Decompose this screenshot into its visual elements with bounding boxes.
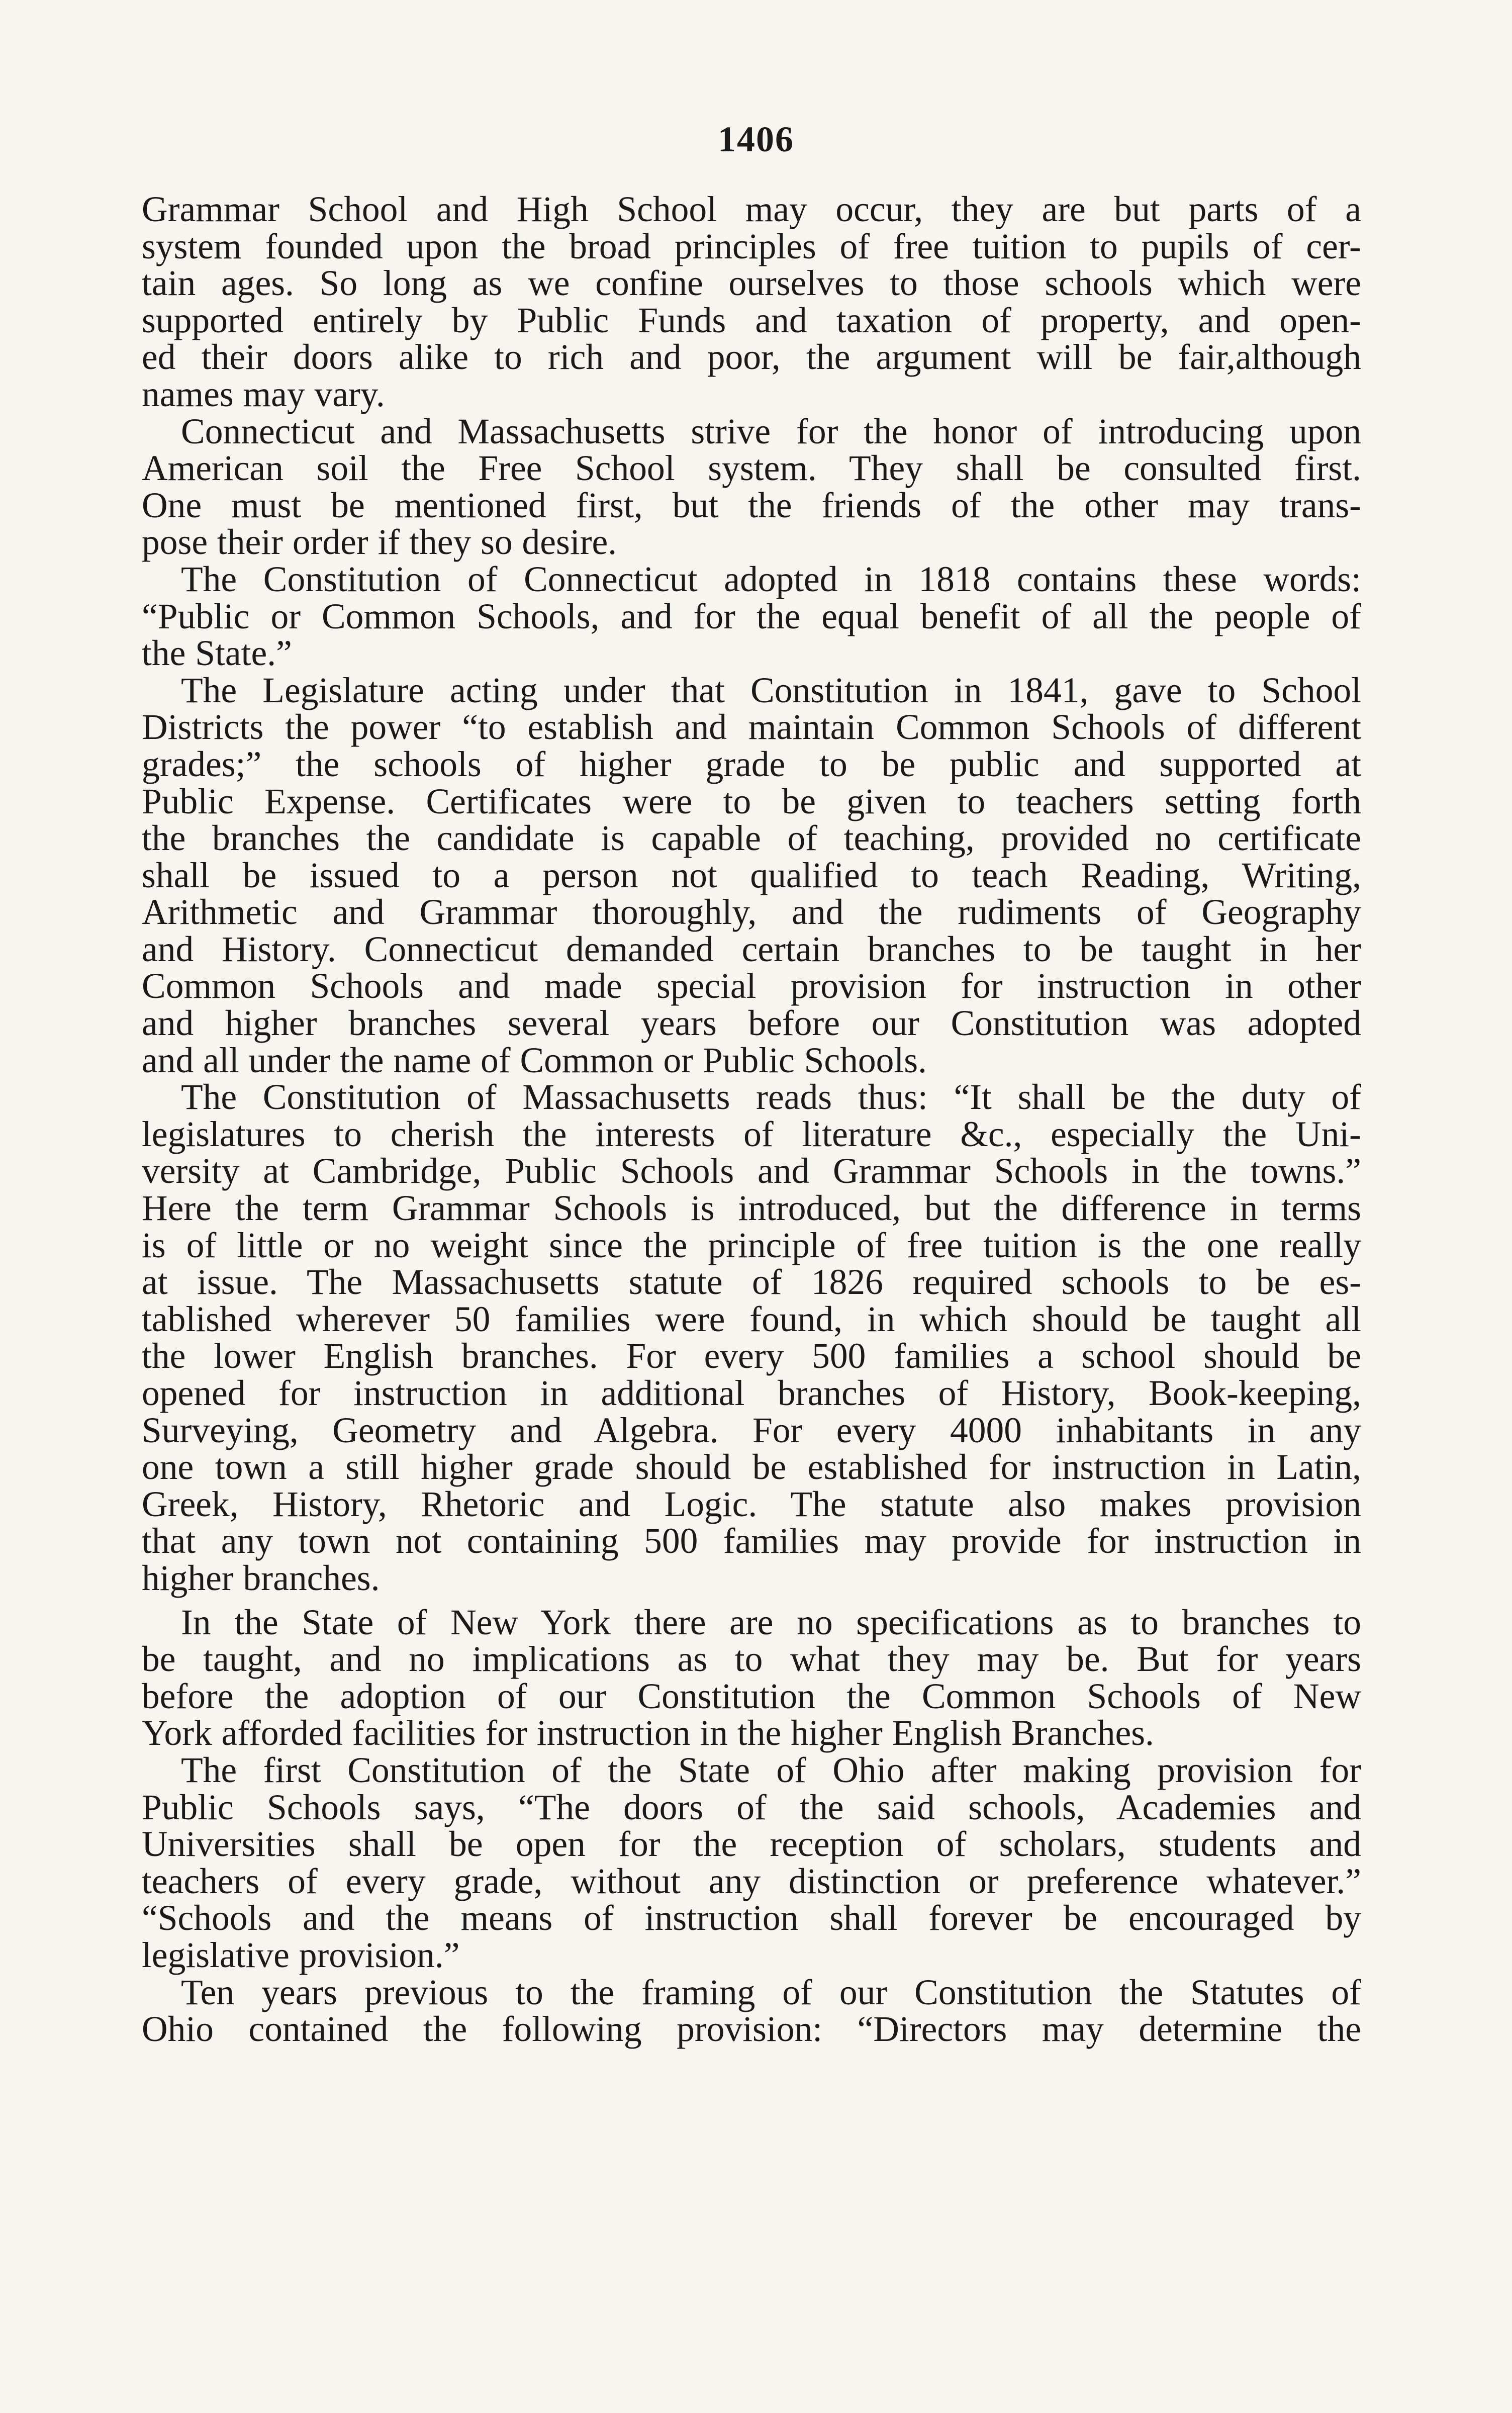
page-number: 1406 — [718, 119, 794, 159]
paragraph-massachusetts-constitution — [142, 1079, 1361, 1597]
text-line: opened for instruction in additional branches of History, Book-keeping, — [142, 1373, 1361, 1413]
paragraph-legislature-1841 — [142, 672, 1361, 1079]
text-line: versity at Cambridge, Public Schools and Grammar Schools in the towns.” — [142, 1151, 1361, 1191]
paragraph-connecticut-massachusetts — [142, 413, 1361, 561]
text-line: Ohio contained the following provision: “Directors may determine the — [142, 2009, 1361, 2050]
text-line: supported entirely by Public Funds and taxation of property, and open- — [142, 300, 1361, 340]
text-line: Universities shall be open for the reception of scholars, students and — [142, 1824, 1361, 1865]
paragraph-ohio-first-constitution — [142, 1752, 1361, 1974]
text-line: system founded upon the broad principles of free tuition to pupils of cer- — [142, 226, 1361, 266]
text-line: is of little or no weight since the principle of free tuition is the one really — [142, 1225, 1361, 1265]
text-line: at issue. The Massachusetts statute of 1826 required schools to be es- — [142, 1262, 1361, 1303]
text-line: the lower English branches. For every 500 families a school should be — [142, 1336, 1361, 1376]
text-line: Arithmetic and Grammar thoroughly, and the rudiments of Geography — [142, 892, 1361, 933]
text-line: and all under the name of Common or Public Schools. — [142, 1040, 927, 1080]
text-line: American soil the Free School system. They shall be consulted first. — [142, 448, 1361, 489]
paragraph-ohio-statutes — [142, 1974, 1361, 2048]
text-line: Districts the power “to establish and maintain Common Schools of different — [142, 707, 1361, 748]
text-line: Connecticut and Massachusetts strive for the honor of introducing upon — [181, 411, 1361, 451]
text-line: tain ages. So long as we confine ourselves to those schools which were — [142, 263, 1361, 304]
text-line: The Constitution of Connecticut adopted in 1818 contains these words: — [181, 559, 1361, 599]
text-line: teachers of every grade, without any distinction or preference whatever.” — [142, 1861, 1361, 1901]
text-line: Greek, History, Rhetoric and Logic. The statute also makes provision — [142, 1484, 1361, 1524]
text-line: Common Schools and made special provision for instruction in other — [142, 966, 1361, 1006]
text-line: and higher branches several years before our Constitution was adopted — [142, 1003, 1361, 1044]
text-line: Ten years previous to the framing of our Constitution the Statutes of — [181, 1972, 1361, 2012]
text-line: ed their doors alike to rich and poor, the argument will be fair,although — [142, 337, 1361, 378]
text-line: legislatures to cherish the interests of literature &c., especially the Uni- — [142, 1114, 1361, 1154]
text-line: the branches the candidate is capable of teaching, provided no certificate — [142, 818, 1361, 859]
text-line: In the State of New York there are no specifications as to branches to — [181, 1602, 1361, 1642]
text-line: higher branches. — [142, 1558, 380, 1598]
text-line: and History. Connecticut demanded certain branches to be taught in her — [142, 929, 1361, 969]
text-line: “Schools and the means of instruction shall forever be encouraged by — [142, 1898, 1361, 1938]
text-line: be taught, and no implications as to what they may be. But for years — [142, 1639, 1361, 1680]
text-line: Surveying, Geometry and Algebra. For every 4000 inhabitants in any — [142, 1410, 1361, 1450]
text-line: one town a still higher grade should be established for instruction in Latin, — [142, 1447, 1361, 1488]
text-line: that any town not containing 500 families may provide for instruction in — [142, 1521, 1361, 1561]
text-line: pose their order if they so desire. — [142, 522, 617, 563]
text-line: “Public or Common Schools, and for the equal benefit of all the people of — [142, 596, 1361, 636]
text-line: the State.” — [142, 633, 292, 674]
text-line: Public Expense. Certificates were to be given to teachers setting forth — [142, 781, 1361, 821]
text-line: tablished wherever 50 families were found, in which should be taught all — [142, 1299, 1361, 1339]
text-line: The first Constitution of the State of Ohio after making provision for — [181, 1750, 1361, 1790]
text-line: shall be issued to a person not qualified to teach Reading, Writing, — [142, 855, 1361, 895]
paragraph-connecticut-constitution — [142, 561, 1361, 672]
paragraph-new-york — [142, 1604, 1361, 1752]
body-text — [142, 191, 1361, 2048]
paragraph-grammar-school — [142, 191, 1361, 413]
text-line: The Legislature acting under that Constitution in 1841, gave to School — [181, 670, 1361, 710]
text-line: The Constitution of Massachusetts reads thus: “It shall be the duty of — [181, 1077, 1361, 1118]
text-line: York afforded facilities for instruction in the higher English Branches. — [142, 1713, 1154, 1753]
text-line: names may vary. — [142, 374, 385, 414]
text-line: before the adoption of our Constitution the Common Schools of New — [142, 1676, 1361, 1716]
text-line: One must be mentioned first, but the friends of the other may trans- — [142, 485, 1361, 525]
text-line: legislative provision.” — [142, 1935, 460, 1975]
text-line: Public Schools says, “The doors of the said schools, Academies and — [142, 1787, 1361, 1827]
text-line: Grammar School and High School may occur, they are but parts of a — [142, 190, 1361, 229]
text-line: Here the term Grammar Schools is introduced, but the difference in terms — [142, 1188, 1361, 1229]
text-line: grades;” the schools of higher grade to be public and supported at — [142, 744, 1361, 784]
